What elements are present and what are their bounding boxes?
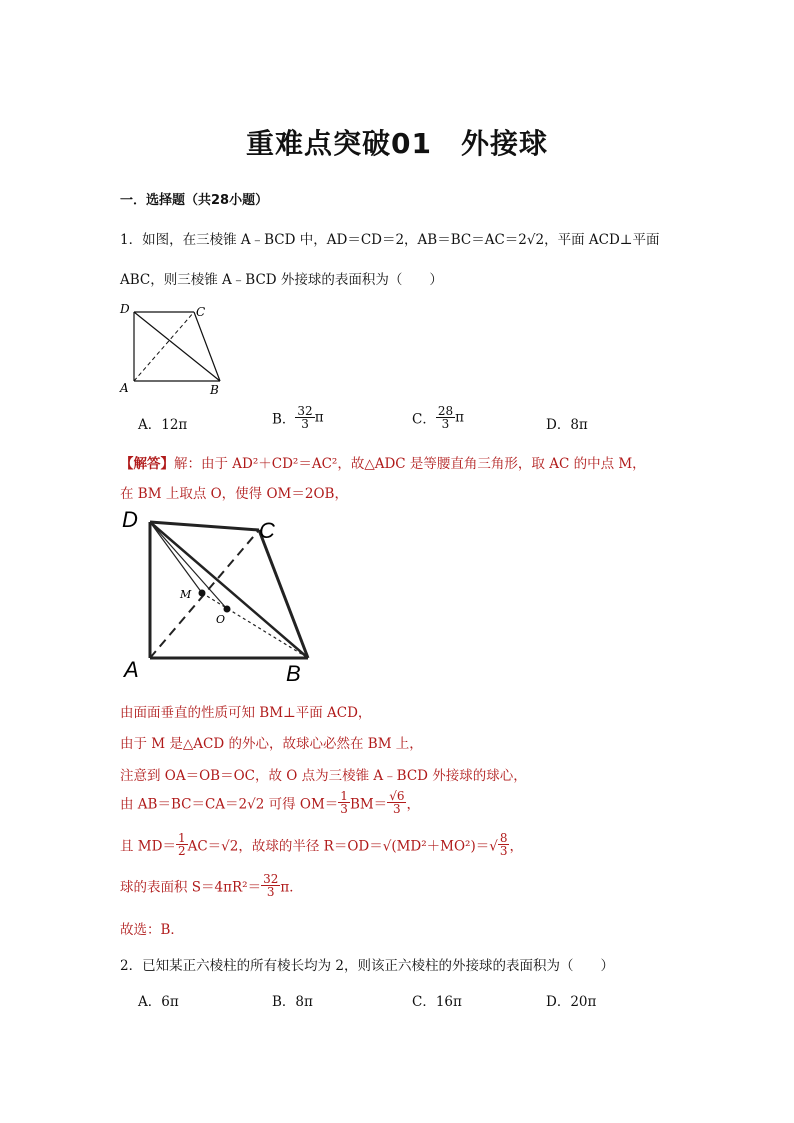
q2-line1: 2．已知某正六棱柱的所有棱长均为 2，则该正六棱柱的外接球的表面积为（ ） <box>120 958 614 974</box>
segment-DM <box>150 522 202 593</box>
label-O: O <box>216 613 226 626</box>
q2-option-b[interactable]: B．8π <box>272 994 313 1010</box>
solution-line8: 球的表面积 S＝4πR²＝ $\frac{32}{3}$ π． <box>120 872 303 899</box>
label-B: B <box>286 661 301 685</box>
solution-line5: 注意到 OA＝OB＝OC，故 O 点为三棱锥 A﹣BCD 外接球的球心， <box>120 768 527 784</box>
label-C: C <box>259 518 275 543</box>
solution-answer: 故选：B． <box>120 922 184 938</box>
solution-line4: 由于 M 是△ACD 的外心，故球心必然在 BM 上， <box>120 736 423 752</box>
q1-option-c[interactable]: C． $\frac{28}{3}$ π <box>412 404 464 431</box>
label-D: D <box>120 302 130 316</box>
solution-line7: 且 MD＝ $\frac{1}{2}$ AC＝√2，故球的半径 R＝OD＝√(MD²＋MO²)＝√ $\frac{8}{3}$ ， <box>120 831 523 858</box>
solution-line1: 【解答】解：由于 AD²＋CD²＝AC²，故△ADC 是等腰直角三角形，取 AC 的中点 M， <box>120 456 646 472</box>
q1-line1: 1．如图，在三棱锥 A﹣BCD 中，AD＝CD＝2，AB＝BC＝AC＝2√2，平面 ACD⊥平面 <box>120 232 660 248</box>
label-C: C <box>196 305 206 319</box>
q1-option-d[interactable]: D．8π <box>546 417 588 433</box>
solution-line2: 在 BM 上取点 O，使得 OM＝2OB， <box>120 486 348 502</box>
q1-line2: ABC，则三棱锥 A﹣BCD 外接球的表面积为（ ） <box>120 272 443 288</box>
label-D: D <box>122 507 138 532</box>
point-M <box>199 590 206 597</box>
solution-line6: 由 AB＝BC＝CA＝2√2 可得 OM＝ $\frac{1}{3}$ BM＝ $\frac{√6}{3}$ ， <box>120 789 420 816</box>
q1-option-a[interactable]: A．12π <box>138 417 188 433</box>
point-O <box>224 606 231 613</box>
q1-figure <box>112 298 232 398</box>
section-heading: 一．选择题（共28小题） <box>120 193 269 208</box>
edge-DC <box>150 522 259 530</box>
edge-DB <box>150 522 308 658</box>
solution-figure <box>114 505 324 685</box>
q2-option-a[interactable]: A．6π <box>138 994 179 1010</box>
edge-AC-hidden <box>134 312 194 381</box>
label-A: A <box>120 381 129 395</box>
q1-option-b[interactable]: B． $\frac{32}{3}$ π <box>272 404 324 431</box>
label-M: M <box>180 588 192 601</box>
page-title: 重难点突破01 外接球 <box>246 127 548 160</box>
label-A: A <box>124 657 139 682</box>
edge-CB <box>259 530 308 658</box>
q2-option-c[interactable]: C．16π <box>412 994 462 1010</box>
solution-line3: 由面面垂直的性质可知 BM⊥平面 ACD， <box>120 705 372 721</box>
q2-option-d[interactable]: D．20π <box>546 994 597 1010</box>
label-B: B <box>210 383 219 397</box>
